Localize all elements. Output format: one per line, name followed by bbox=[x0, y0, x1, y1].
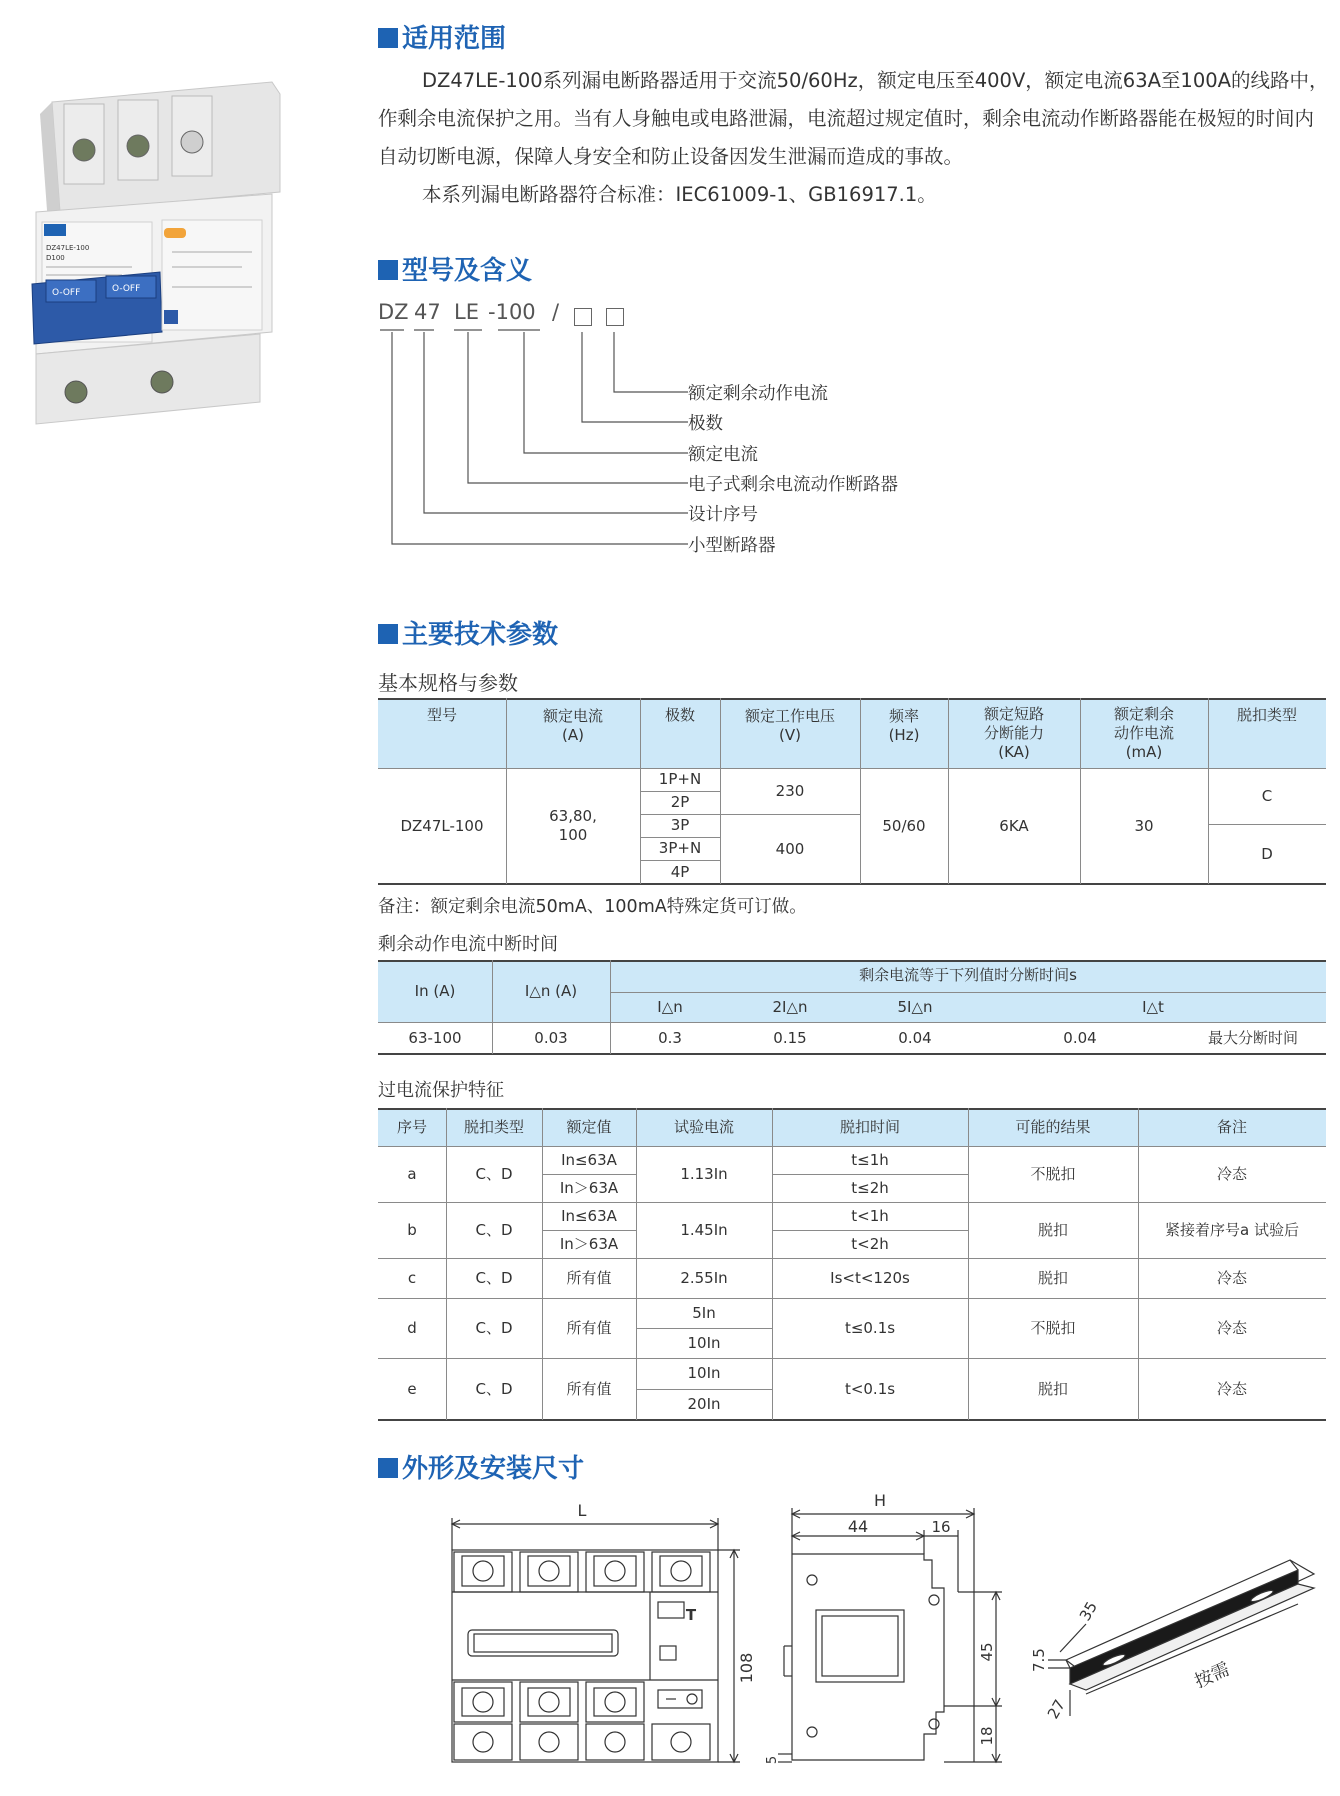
spec-pole-1pn: 1P+N bbox=[658, 770, 702, 788]
oc-d-time: t≤0.1s bbox=[844, 1318, 896, 1337]
product-model-label: DZ47LE-100 bbox=[46, 244, 90, 252]
oc-a-remark: 冷态 bbox=[1216, 1164, 1247, 1183]
svg-text:O-OFF: O-OFF bbox=[112, 284, 141, 294]
spec-voltage-230: 230 bbox=[775, 781, 805, 800]
product-image bbox=[12, 62, 312, 442]
spec-voltage-400: 400 bbox=[775, 839, 805, 858]
spec-residual: 30 bbox=[1134, 816, 1154, 835]
rail-35: 35 bbox=[1075, 1598, 1102, 1624]
oc-c-remark: 冷态 bbox=[1216, 1268, 1247, 1287]
oc-b-seq: b bbox=[407, 1220, 417, 1239]
spec-header-current: 额定电流 (A) bbox=[542, 706, 603, 744]
oc-a-test: 1.13In bbox=[680, 1164, 728, 1183]
break-time-table bbox=[378, 960, 1326, 1054]
oc-b-type: C、D bbox=[475, 1220, 513, 1239]
svg-text:O-OFF: O-OFF bbox=[52, 288, 81, 298]
oc-c-test: 2.55In bbox=[680, 1268, 728, 1287]
oc-d-test-2: 10In bbox=[687, 1333, 721, 1352]
oc-e-type: C、D bbox=[475, 1379, 513, 1398]
dim-44: 44 bbox=[847, 1517, 869, 1536]
break-header-idn5: 5I△n bbox=[897, 997, 933, 1016]
oc-table-subtitle: 过电流保护特征 bbox=[378, 1080, 504, 1101]
section-square-icon bbox=[378, 624, 398, 644]
break-header-idn: I△n (A) bbox=[524, 981, 578, 1000]
spec-breaking: 6KA bbox=[999, 816, 1029, 835]
break-value-2: 0.15 bbox=[773, 1028, 807, 1047]
meaning-design-serial: 设计序号 bbox=[688, 505, 758, 525]
break-value-t: 0.04 bbox=[1063, 1028, 1097, 1047]
break-value-idn: 0.03 bbox=[534, 1028, 568, 1047]
spec-pole-4p: 4P bbox=[670, 862, 690, 881]
section-square-icon bbox=[378, 1458, 398, 1478]
oc-e-result: 脱扣 bbox=[1037, 1379, 1068, 1398]
oc-d-test-1: 5In bbox=[692, 1303, 716, 1322]
break-value-5: 0.04 bbox=[898, 1028, 932, 1047]
meaning-poles: 极数 bbox=[688, 414, 723, 434]
side-view-drawing bbox=[765, 1491, 1010, 1768]
dim-H: H bbox=[873, 1491, 887, 1510]
oc-a-rated-2: In＞63A bbox=[559, 1178, 619, 1197]
oc-c-rated: 所有值 bbox=[566, 1268, 612, 1287]
oc-e-remark: 冷态 bbox=[1216, 1379, 1247, 1398]
oc-a-type: C、D bbox=[475, 1164, 513, 1183]
model-code-leader-lines bbox=[378, 326, 698, 556]
rail-length: 按需 bbox=[1191, 1658, 1233, 1693]
spec-header-poles: 极数 bbox=[664, 705, 695, 724]
break-value-1: 0.3 bbox=[658, 1028, 682, 1047]
spec-header-trip: 脱扣类型 bbox=[1236, 705, 1297, 724]
dim-45: 45 bbox=[978, 1642, 996, 1662]
oc-e-seq: e bbox=[407, 1379, 417, 1398]
oc-header-type: 脱扣类型 bbox=[463, 1117, 524, 1136]
oc-d-type: C、D bbox=[475, 1318, 513, 1337]
oc-d-seq: d bbox=[407, 1318, 417, 1337]
oc-header-time: 脱扣时间 bbox=[839, 1117, 900, 1136]
break-table-subtitle: 剩余动作电流中断时间 bbox=[378, 934, 558, 955]
scope-text-1: DZ47LE-100系列漏电断路器适用于交流50/60Hz，额定电压至400V，额定电流63A至100A的线路中，作剩余电流保护之用。当有人身触电或电路泄漏，电流超过规定值时，剩余电流动作断路器能在极短的时间内自动切断电源，保障人身安全和防止设备因发生泄漏而造成的事故。 bbox=[378, 69, 1329, 168]
meaning-rated-current: 额定电流 bbox=[688, 445, 758, 465]
oc-a-result: 不脱扣 bbox=[1030, 1164, 1076, 1183]
section-title-scope: 适用范围 bbox=[378, 22, 506, 56]
code-part-47: 47 bbox=[414, 300, 441, 324]
meaning-miniature-breaker: 小型断路器 bbox=[688, 536, 776, 556]
oc-header-seq: 序号 bbox=[396, 1117, 427, 1136]
spec-header-frequency: 频率 (Hz) bbox=[888, 706, 920, 744]
section-title-params: 主要技术参数 bbox=[378, 618, 558, 652]
oc-header-remark: 备注 bbox=[1216, 1117, 1247, 1136]
oc-c-seq: c bbox=[407, 1268, 417, 1287]
oc-c-time: Is<t<120s bbox=[830, 1268, 910, 1287]
meaning-electronic-rcbo: 电子式剩余电流动作断路器 bbox=[688, 475, 898, 495]
oc-b-rated-1: In≤63A bbox=[561, 1206, 617, 1225]
oc-a-rated-1: In≤63A bbox=[561, 1150, 617, 1169]
spec-frequency: 50/60 bbox=[882, 816, 926, 835]
oc-header-test: 试验电流 bbox=[673, 1117, 734, 1136]
break-header-idn1: I△n bbox=[657, 997, 683, 1016]
dim-108: 108 bbox=[737, 1652, 756, 1684]
section-square-icon bbox=[378, 28, 398, 48]
front-view-drawing bbox=[440, 1496, 770, 1766]
oc-e-test-1: 10In bbox=[687, 1364, 721, 1382]
oc-c-type: C、D bbox=[475, 1268, 513, 1287]
oc-e-time: t<0.1s bbox=[844, 1379, 896, 1398]
code-box-residual bbox=[606, 308, 624, 326]
oc-d-remark: 冷态 bbox=[1216, 1318, 1247, 1337]
oc-header-result: 可能的结果 bbox=[1015, 1117, 1091, 1136]
meaning-residual-current: 额定剩余动作电流 bbox=[688, 384, 828, 404]
spec-trip-d: D bbox=[1261, 844, 1273, 863]
code-part-dz: DZ bbox=[378, 300, 409, 324]
break-header-in: In (A) bbox=[414, 981, 456, 1000]
code-part-100: -100 bbox=[488, 300, 536, 324]
oc-e-rated: 所有值 bbox=[566, 1379, 612, 1398]
oc-b-time-1: t<1h bbox=[851, 1206, 889, 1225]
scope-paragraph bbox=[378, 62, 1330, 214]
scope-text-2: 本系列漏电断路器符合标准：IEC61009-1、GB16917.1。 bbox=[422, 183, 937, 206]
oc-b-time-2: t<2h bbox=[851, 1234, 889, 1253]
din-rail-drawing bbox=[1030, 1540, 1330, 1760]
code-part-le: LE bbox=[454, 300, 479, 324]
oc-c-result: 脱扣 bbox=[1037, 1268, 1068, 1287]
spec-pole-2p: 2P bbox=[670, 793, 690, 811]
section-title-model: 型号及含义 bbox=[378, 254, 532, 288]
code-part-slash: / bbox=[552, 300, 560, 324]
oc-b-rated-2: In＞63A bbox=[559, 1234, 619, 1253]
break-header-idt: I△t bbox=[1142, 997, 1164, 1016]
dim-L: L bbox=[577, 1501, 587, 1520]
spec-current: 63,80, 100 bbox=[549, 807, 597, 844]
oc-a-time-1: t≤1h bbox=[851, 1150, 889, 1169]
oc-d-rated: 所有值 bbox=[566, 1318, 612, 1337]
break-header-idn2: 2I△n bbox=[772, 997, 808, 1016]
oc-b-remark: 紧接着序号a 试验后 bbox=[1165, 1220, 1299, 1239]
spec-header-breaking: 额定短路 分断能力 (KA) bbox=[983, 704, 1044, 761]
oc-e-test-2: 20In bbox=[687, 1395, 721, 1413]
spec-model: DZ47L-100 bbox=[400, 816, 484, 835]
break-value-max: 最大分断时间 bbox=[1207, 1028, 1298, 1047]
code-box-poles bbox=[574, 308, 592, 326]
oc-b-result: 脱扣 bbox=[1037, 1220, 1068, 1239]
oc-a-time-2: t≤2h bbox=[851, 1178, 889, 1197]
oc-header-rated: 额定值 bbox=[566, 1117, 612, 1136]
spec-pole-3pn: 3P+N bbox=[658, 839, 702, 857]
spec-header-residual: 额定剩余 动作电流 (mA) bbox=[1113, 704, 1174, 761]
section-title-dims: 外形及安装尺寸 bbox=[378, 1452, 584, 1486]
spec-header-model: 型号 bbox=[426, 705, 457, 724]
dim-T: T bbox=[685, 1606, 697, 1624]
oc-d-result: 不脱扣 bbox=[1030, 1318, 1076, 1337]
overcurrent-table bbox=[378, 1108, 1326, 1420]
svg-text:D100: D100 bbox=[46, 254, 65, 262]
break-value-in: 63-100 bbox=[408, 1028, 462, 1047]
rail-27: 27 bbox=[1043, 1696, 1070, 1722]
break-header-span: 剩余电流等于下列值时分断时间s bbox=[859, 965, 1077, 984]
spec-table-subtitle: 基本规格与参数 bbox=[378, 671, 518, 695]
oc-a-seq: a bbox=[407, 1164, 417, 1183]
dim-16: 16 bbox=[931, 1518, 951, 1536]
oc-b-test: 1.45In bbox=[680, 1220, 728, 1239]
spec-trip-c: C bbox=[1261, 786, 1273, 805]
dim-5: 5 bbox=[765, 1755, 780, 1765]
spec-pole-3p: 3P bbox=[670, 816, 690, 834]
spec-header-voltage: 额定工作电压 (V) bbox=[744, 706, 835, 744]
dim-18: 18 bbox=[978, 1726, 996, 1746]
section-square-icon bbox=[378, 260, 398, 280]
rail-7-5: 7.5 bbox=[1030, 1648, 1048, 1672]
spec-table bbox=[378, 698, 1326, 884]
spec-note: 备注：额定剩余电流50mA、100mA特殊定货可订做。 bbox=[378, 897, 807, 917]
